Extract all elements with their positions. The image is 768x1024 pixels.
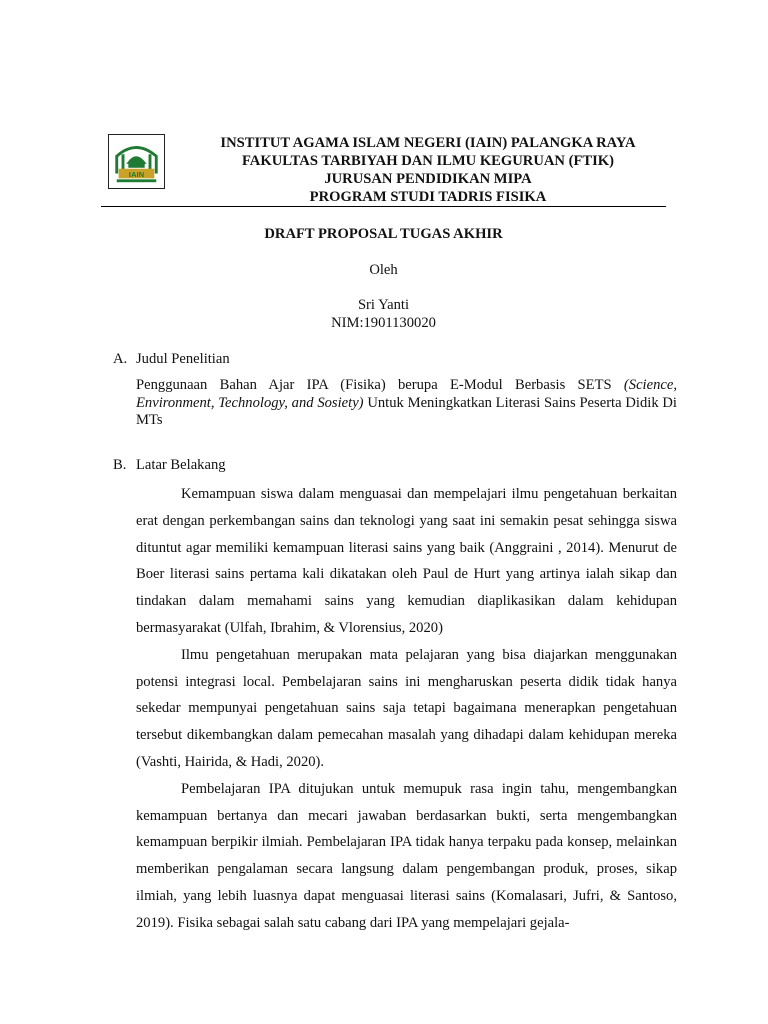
iain-logo [108, 134, 165, 189]
faculty-name: FAKULTAS TARBIYAH DAN ILMU KEGURUAN (FTIK) [241, 153, 615, 169]
institution-heading [190, 134, 666, 206]
paragraph: Pembelajaran IPA ditujukan untuk memupuk rasa ingin tahu, mengembangkan kemampuan bertanya dan mecari jawaban berdasarkan bukti, serta mengembangkan kemampuan berpikir ilmiah. Pembelajaran IPA tidak hanya terpaku pada konsep, melainkan memberikan pengalaman secara langsung dalam pengembangan produk, proses, sikap ilmiah, yang lebih luasnya dapat menguasai literasi sains (Komalasari, Jufri, & Santoso, 2019). Fisika sebagai salah satu cabang dari IPA yang mempelajari gejala- [136, 780, 677, 931]
student-id: NIM:1901130020 [331, 315, 436, 331]
document-title: DRAFT PROPOSAL TUGAS AKHIR [264, 226, 503, 242]
section-a-letter: A. [113, 351, 128, 367]
department-name: JURUSAN PENDIDIKAN MIPA [324, 171, 532, 187]
header-divider [101, 206, 666, 207]
paragraph: Ilmu pengetahuan merupakan mata pelajaran yang bisa diajarkan menggunakan potensi integrasi local. Pembelajaran sains ini mengharuskan peserta didik tidak hanya sekedar mempunyai pengetahuan sains saja tetapi bagaimana menerapkan pengetahuan tersebut dikembangkan dalam pemecahan masalah yang dihadapi dalam kehidupan mereka (Vashti, Hairida, & Hadi, 2020). [136, 646, 677, 770]
iain-logo-icon [109, 135, 164, 188]
research-title [136, 377, 677, 430]
background-body [136, 481, 677, 937]
by-label: Oleh [369, 262, 398, 278]
author-name: Sri Yanti [357, 297, 410, 313]
study-program-name: PROGRAM STUDI TADRIS FISIKA [309, 189, 547, 205]
research-title-part: Untuk Meningkatkan Literasi Sains Peserta Didik Di MTs [136, 394, 677, 428]
section-b-title: Latar Belakang [136, 457, 226, 473]
research-title-italic: (Science, Environment, Technology, and Sosiety) [136, 377, 677, 411]
section-b-letter: B. [113, 457, 127, 473]
institution-name: INSTITUT AGAMA ISLAM NEGERI (IAIN) PALANGKA RAYA [220, 135, 636, 151]
research-title-part: Penggunaan Bahan Ajar IPA (Fisika) berupa E-Modul Berbasis SETS [136, 377, 624, 393]
logo-lettering: IAIN [128, 169, 145, 179]
section-a-title: Judul Penelitian [136, 351, 230, 367]
paragraph: Kemampuan siswa dalam menguasai dan mempelajari ilmu pengetahuan berkaitan erat dengan perkembangan sains dan teknologi yang saat ini semakin pesat sehingga siswa dituntut agar memiliki kemampuan literasi sains yang baik (Anggraini , 2014). Menurut de Boer literasi sains pertama kali dikatakan oleh Paul de Hurt yang artinya ialah sikap dan tindakan dalam memahami sains yang kemudian diaplikasikan dalam kehidupan bermasyarakat (Ulfah, Ibrahim, & Vlorensius, 2020) [136, 486, 677, 636]
